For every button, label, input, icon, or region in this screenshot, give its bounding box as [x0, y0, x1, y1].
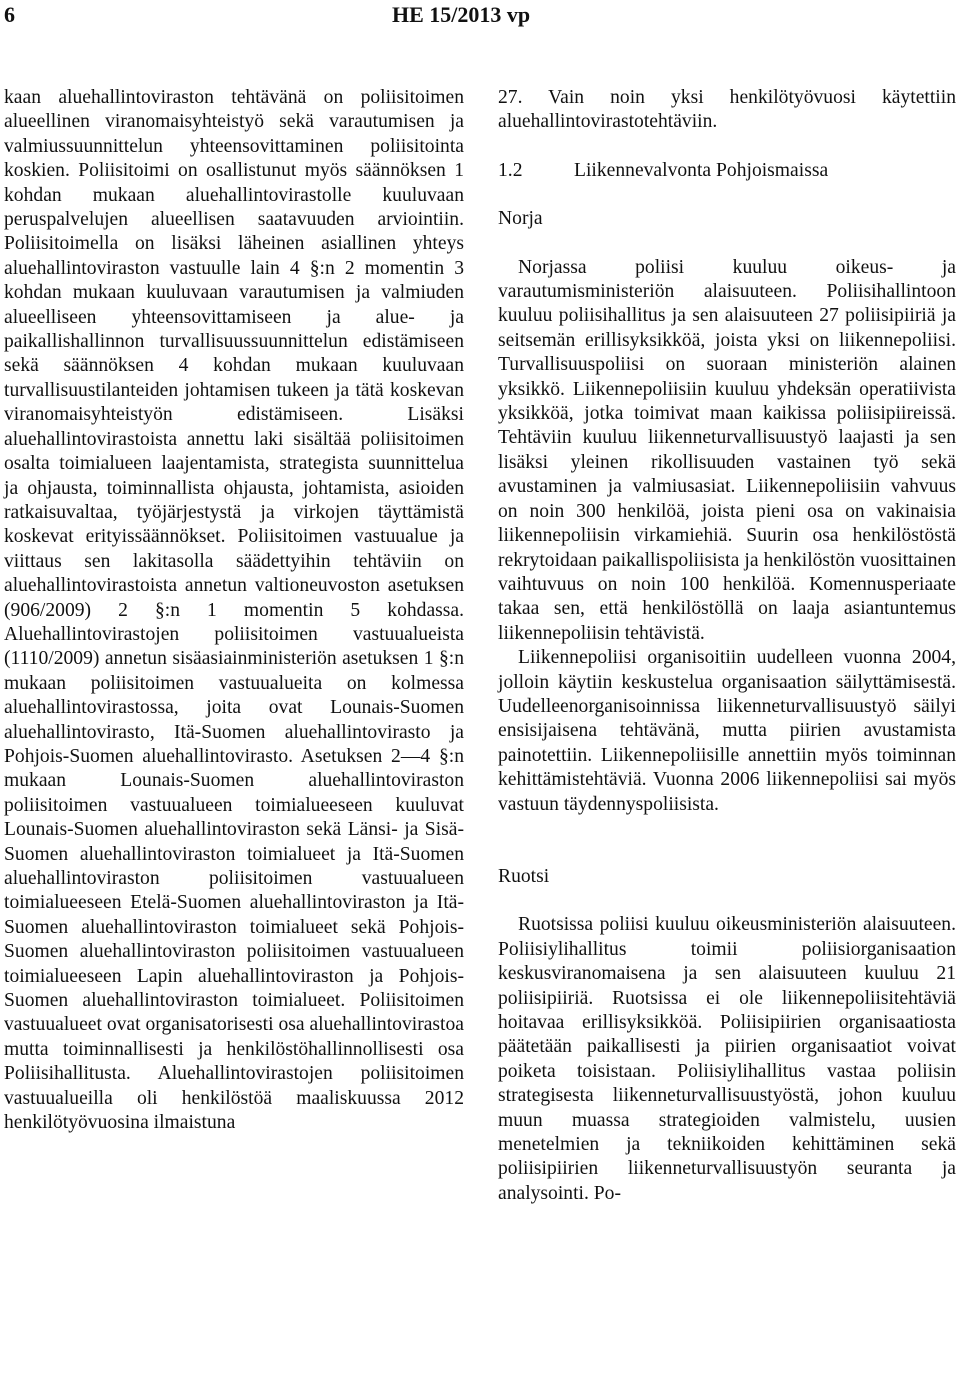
page-header [0, 0, 960, 36]
section-heading [498, 159, 956, 183]
subheading-norway: Norja [498, 208, 543, 230]
document-id: HE 15/2013 vp [392, 2, 531, 27]
subheading-sweden: Ruotsi [498, 865, 550, 887]
norway-paragraph-1: Norjassa poliisi kuuluu oikeus- ja varautumisministeriön alaisuuteen. Poliisihallintoon kuuluu poliisihallitus ja sen alaisuuteen 27 poliisipiiriä ja seitsemän erillisyksikköä, joista yksi on liikennepoliisi. Turvallisuuspoliisi on suoraan ministeriön alainen yksikkö. Liikennepoliisiin kuuluu yhdeksän operatiivista yksikköä, jotka toimivat maan kaikissa poliisipiireissä. Tehtäviin kuuluu liikenneturvallisuustyö laajasti ja sen lisäksi yleinen rikollisuuden vastainen työ sekä avustaminen ja valmiusasiat. Liikennepoliisiin vahvuus on noin 300 henkilöä, joista pieni osa on vakinaisia liikennepoliisin virkamiehiä. Suurin osa henkilöstöstä rekrytoidaan paikallispoliisista ja henkilöstön vuosittainen vaihtuvuus on noin 100 henkilöä. Komennusperiaate takaa sen, että henkilöstöllä on laaja asiantuntemus liikennepoliisin tehtävistä. [498, 256, 956, 644]
norway-paragraph-2: Liikennepoliisi organisoitiin uudelleen vuonna 2004, jolloin käytiin keskustelua organisaation säilyttämisestä. Uudelleenorganisoinnissa liikenneturvallisuustyö säilyi ensisijaisena tehtävänä, mutta piirien avustamista painotettiin. Liikennepoliisille annettiin myös toiminnan kehittämistehtäviä. Vuonna 2006 liikennepoliisi sai myös vastuun täydennyspoliisista. [498, 647, 956, 815]
left-column [4, 86, 464, 1135]
sweden-paragraph: Ruotsissa poliisi kuuluu oikeusministeriön alaisuuteen. Poliisiylihallitus toimii poliisiorganisaation keskusviranomaisena ja sen alaisuuteen kuuluu 21 poliisipiiriä. Ruotsissa ei ole liikennepoliisitehtäviä hoitavaa erillisyksikköä. Poliisipiirien organisaatiosta päätetään paikallisesti ja piirien organisaatiot voivat poiketa toisistaan. Poliisiylihallitus vastaa poliisin strategisesta liikenneturvallisuustyöstä, johon kuuluu muun muassa strategioiden valmistelu, uusien menetelmien ja tekniikoiden kehittäminen sekä poliisipiirien liikenneturvallisuustyön seuranta ja analysointi. Po- [498, 914, 956, 1204]
continuation-paragraph: 27. Vain noin yksi henkilötyövuosi käytettiin aluehallintovirastotehtäviin. [498, 87, 956, 133]
right-column [498, 86, 956, 1206]
left-body-paragraph: kaan aluehallintoviraston tehtävänä on poliisitoimen alueellinen viranomaisyhteistyö sekä varautumisen ja valmiussuunnittelun yhteensovittaminen poliisitointa koskien. Poliisitoimi on osallistunut myös säännöksen 1 kohdan mukaan aluehallintovirastolle kuuluvaan peruspalvelujen alueellisen saatavuuden arviointiin. Poliisitoimella on lisäksi läheinen asiallinen yhteys aluehallintoviraston vastuulle lain 4 §:n 2 momentin 3 kohdan mukaan kuuluvaan varautumisen ja valmiuden alueelliseen yhteensovittamiseen ja alue- ja paikallishallinnon turvallisuussuunnittelun edistämiseen sekä säännöksen 4 kohdan mukaan kuuluvaan turvallisuustilanteiden johtamisen tukeen ja tätä koskevan viranomaisyhteistyön edistämiseen. Lisäksi aluehallintovirastoista annettu laki sisältää poliisitoimen osalta toimialueen laajentamista, strategista suunnittelua ja ohjausta, toiminnallista ohjausta, johtamista, asioiden ratkaisuvaltaa, työjärjestystä ja virkojen täyttämistä koskevat erityissäännökset. Poliisitoimen vastuualue ja viittaus sen lakitasolla säädettyihin tehtäviin on aluehallintovirastoista annetun valtioneuvoston asetuksen (906/2009) 2 §:n 1 momentin 5 kohdassa. Aluehallintovirastojen poliisitoimen vastuualueista (1110/2009) annetun sisäasiainministeriön asetuksen 1 §:n mukaan poliisitoimen vastuualueita on kolmessa aluehallintovirastossa, joita ovat Lounais-Suomen aluehallintovirasto, Itä-Suomen aluehallintovirasto ja Pohjois-Suomen aluehallintovirasto. Asetuksen 2—4 §:n mukaan Lounais-Suomen aluehallintoviraston poliisitoimen vastuualueen toimialueeseen kuuluvat Lounais-Suomen aluehallintoviraston sekä Länsi- ja Sisä-Suomen aluehallintoviraston toimialueet ja Itä-Suomen aluehallintoviraston poliisitoimen vastuualueen toimialueeseen Etelä-Suomen aluehallintoviraston ja Itä-Suomen aluehallintoviraston toimialueet sekä Pohjois-Suomen aluehallintoviraston poliisitoimen vastuualueen toimialueeseen Lapin aluehallintoviraston ja Pohjois-Suomen aluehallintoviraston toimialueet. Poliisitoimen vastuualueet ovat organisatorisesti osa aluehallintovirastoa mutta toiminnallisesti ja henkilöstöhallinnollisesti osa Poliisihallitusta. Aluehallintovirastojen poliisitoimen vastuualueilla oli henkilöstöä maaliskuussa 2012 henkilötyövuosina ilmaistuna [4, 87, 464, 1134]
section-title: Liikennevalvonta Pohjoismaissa [574, 159, 829, 181]
section-number: 1.2 [498, 159, 523, 181]
page-number: 6 [4, 2, 15, 27]
spacer [498, 817, 956, 841]
